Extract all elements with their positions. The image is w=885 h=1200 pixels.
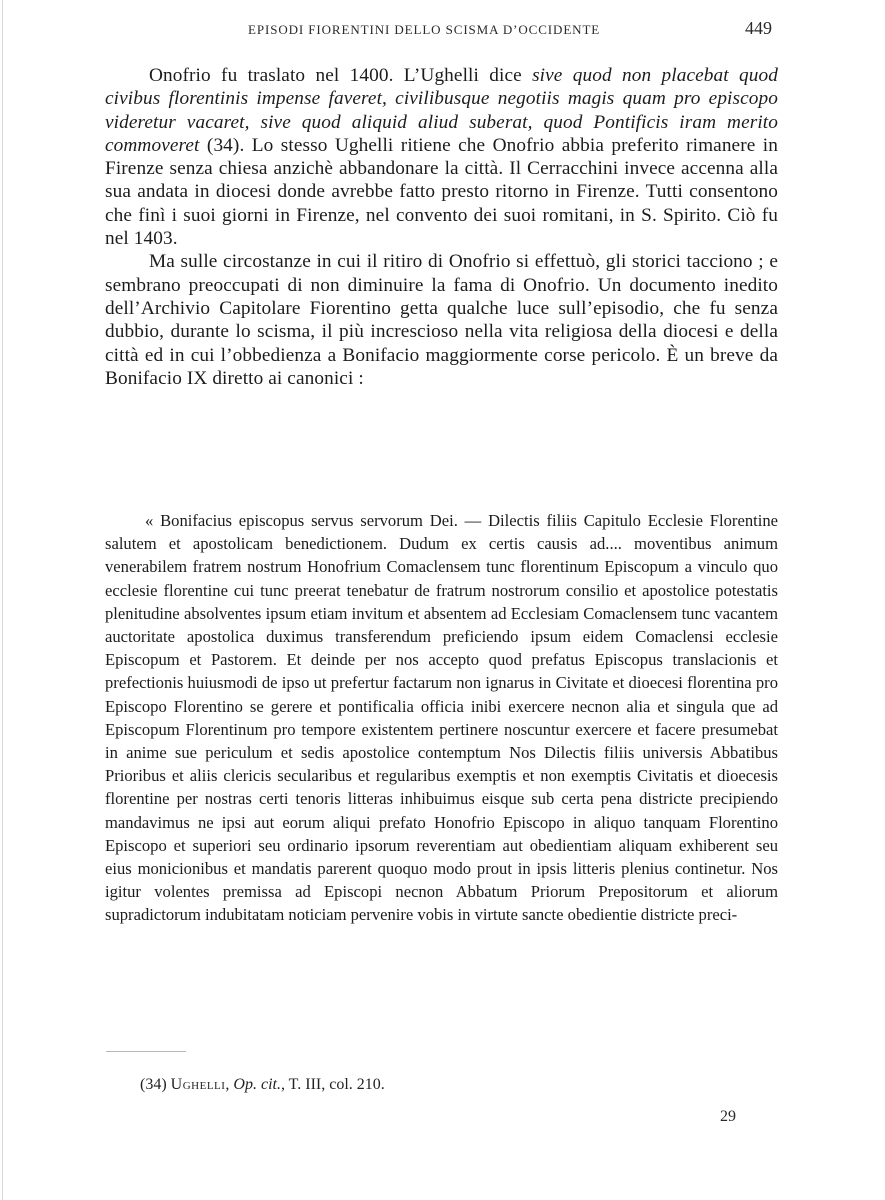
- page-edge: [2, 0, 3, 1200]
- paragraph-1: [105, 64, 778, 250]
- ughelli-latin-quote: sive quod non placebat quod civibus florentinis impense faveret, civilibusque negotiis magis quam pro episcopo videretur vacaret, sive quod aliquid aliud suberat, quod Pontificis iram merito commoveret: [105, 65, 778, 156]
- paragraph-1-text-b: (34). Lo stesso Ughelli ritiene che Onofrio abbia preferito rimanere in Firenze senza chiesa anzichè abbandonare la città. Il Cerracchini invece accenna alla sua andata in diocesi donde avrebbe fatto presto ritorno in Firenze. Tutti consentono che finì i suoi giorni in Firenze, nel convento dei suoi romitani, in S. Spirito. Ciò fu nel 1403.: [105, 134, 778, 250]
- footnote-34: [140, 1076, 385, 1094]
- paragraph-2: Ma sulle circostanze in cui il ritiro di Onofrio si effettuò, gli storici tacciono ; e sembrano preoccupati di non diminuire la fama di Onofrio. Un documento inedito dell’Archivio Capitolare Fiorentino getta qualche luce sull’episodio, che fu senza dubbio, durante lo scisma, il più increscioso nella vita religiosa della diocesi e della città ed in cui l’obbedienza a Bonifacio maggiormente corse pericolo. È un breve da Bonifacio IX diretto ai canonici :: [105, 251, 778, 389]
- latin-brief-quote: « Bonifacius episcopus servus servorum Dei. — Dilectis filiis Capitulo Ecclesie Florentine salutem et apostolicam benedictionem. Dudum ex certis causis ad.... moventibus animum venerabilem fratrem nostrum Honofrium Comaclensem tunc florentinum Episcopum a vinculo quo ecclesie florentine cui tunc preerat tenebatur de fratrum nostrorum consilio et apostolice potestatis plenitudine absolventes ipsum etiam invitum et absentem ad Ecclesiam Comaclensem tunc vacantem auctoritate apostolica duximus transferendum preficiendo ipsum eidem Comaclensi ecclesie Episcopum et Pastorem. Et deinde per nos accepto quod prefatus Episcopus translacionis et prefectionis huiusmodi de ipso ut prefertur factarum non ignarus in Civitate et dioecesi florentina pro Episcopo Florentino se gerere et pontificalia officia inibi exercere necnon alia et singula que ad Episcopum Florentinum pro tempore existentem pertinere noscuntur exercere et facere presumebat in anime sue periculum et sedis apostolice contemptum Nos Dilectis filiis universis Abbatibus Prioribus et aliis clericis secularibus et regularibus exemptis et non exemptis Civitatis et dioecesis florentine per nostras certi tenoris litteras inhibuimus eisque sub certa pena districte precipiendo mandavimus ne ipsi aut eorum aliqui prefato Honofrio Episcopo in aliquo tanquam Florentino Episcopo et superiori seu ordinario ipsorum reverentiam aut obedientiam aliquam exhiberent seu eius monicionibus et mandatis parerent quoquo modo prout in ipsis litteris plenius continetur. Nos igitur volentes premissa ad Episcopi necnon Abbatum Priorum Prepositorum et aliorum supradictorum indubitatam noticiam pervenire vobis in virtute sancte obedientie districte preci-: [105, 511, 778, 925]
- footnote-number: (34): [140, 1076, 167, 1093]
- footnote-rest: , T. III, col. 210.: [280, 1076, 385, 1093]
- signature-mark: 29: [720, 1108, 736, 1125]
- footnote-work: Op. cit.: [233, 1076, 281, 1093]
- paragraph-1-text-a: Onofrio fu traslato nel 1400. L’Ughelli dice: [149, 65, 533, 86]
- footnote-author: Ughelli: [170, 1076, 226, 1093]
- footnote-sep: ,: [225, 1076, 234, 1093]
- page-number: 449: [745, 18, 772, 38]
- running-head: EPISODI FIORENTINI DELLO SCISMA D’OCCIDENTE: [248, 22, 601, 37]
- body-text: [105, 64, 778, 390]
- footnote-rule: [106, 1051, 186, 1052]
